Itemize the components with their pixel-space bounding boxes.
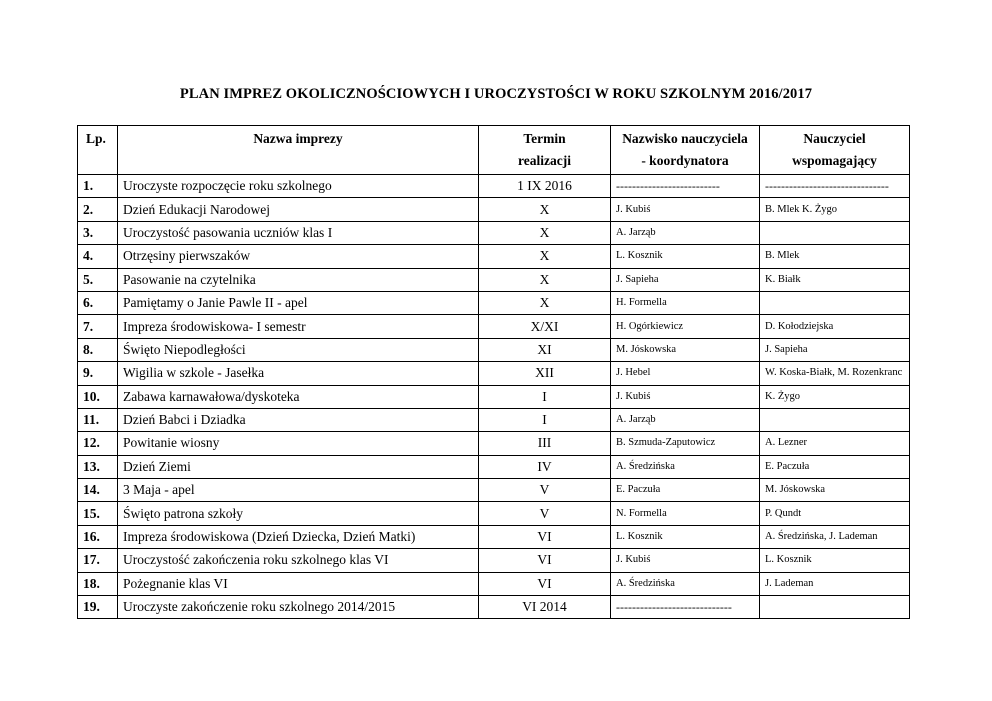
event-name: Powitanie wiosny xyxy=(118,432,479,455)
event-name: Wigilia w szkole - Jasełka xyxy=(118,362,479,385)
coordinator-name: J. Sapieha xyxy=(611,268,760,291)
event-name: Uroczyste zakończenie roku szkolnego 2014/2015 xyxy=(118,596,479,619)
table-row xyxy=(78,596,910,619)
header-coordinator-line1: Nazwisko nauczyciela xyxy=(622,131,748,146)
row-number: 19. xyxy=(78,596,118,619)
event-name: Święto patrona szkoły xyxy=(118,502,479,525)
event-term: X xyxy=(479,221,611,244)
header-term xyxy=(479,126,611,175)
event-term: X xyxy=(479,198,611,221)
event-term: X xyxy=(479,245,611,268)
row-number: 13. xyxy=(78,455,118,478)
coordinator-name: L. Kosznik xyxy=(611,525,760,548)
table-row xyxy=(78,291,910,314)
table-row xyxy=(78,268,910,291)
assistant-name: B. Mlek K. Żygo xyxy=(760,198,910,221)
assistant-name: W. Koska-Białk, M. Rozenkranc xyxy=(760,362,910,385)
event-name: Impreza środowiskowa- I semestr xyxy=(118,315,479,338)
event-name: Święto Niepodległości xyxy=(118,338,479,361)
header-lp: Lp. xyxy=(78,126,118,175)
table-row xyxy=(78,245,910,268)
coordinator-name: M. Jóskowska xyxy=(611,338,760,361)
table-row xyxy=(78,525,910,548)
table-row xyxy=(78,572,910,595)
assistant-name: E. Paczuła xyxy=(760,455,910,478)
header-term-line1: Termin xyxy=(523,131,566,146)
row-number: 6. xyxy=(78,291,118,314)
coordinator-name: B. Szmuda-Zaputowicz xyxy=(611,432,760,455)
row-number: 9. xyxy=(78,362,118,385)
assistant-name: B. Mlek xyxy=(760,245,910,268)
assistant-name: A. Średzińska, J. Lademan xyxy=(760,525,910,548)
assistant-name: J. Sapieha xyxy=(760,338,910,361)
row-number: 1. xyxy=(78,175,118,198)
header-assistant xyxy=(760,126,910,175)
event-term: I xyxy=(479,408,611,431)
table-row xyxy=(78,408,910,431)
row-number: 5. xyxy=(78,268,118,291)
row-number: 11. xyxy=(78,408,118,431)
assistant-name: P. Qundt xyxy=(760,502,910,525)
coordinator-name: H. Ogórkiewicz xyxy=(611,315,760,338)
table-row xyxy=(78,385,910,408)
table-row xyxy=(78,549,910,572)
header-coordinator xyxy=(611,126,760,175)
event-term: V xyxy=(479,502,611,525)
event-name: Impreza środowiskowa (Dzień Dziecka, Dzień Matki) xyxy=(118,525,479,548)
row-number: 14. xyxy=(78,479,118,502)
row-number: 12. xyxy=(78,432,118,455)
table-row xyxy=(78,338,910,361)
event-name: Otrzęsiny pierwszaków xyxy=(118,245,479,268)
table-row xyxy=(78,175,910,198)
event-term: VI xyxy=(479,525,611,548)
event-term: XII xyxy=(479,362,611,385)
coordinator-name: J. Hebel xyxy=(611,362,760,385)
event-term: X/XI xyxy=(479,315,611,338)
table-row xyxy=(78,432,910,455)
row-number: 17. xyxy=(78,549,118,572)
row-number: 18. xyxy=(78,572,118,595)
table-row xyxy=(78,315,910,338)
event-name: Pasowanie na czytelnika xyxy=(118,268,479,291)
event-name: Zabawa karnawałowa/dyskoteka xyxy=(118,385,479,408)
table-row xyxy=(78,221,910,244)
event-name: Uroczyste rozpoczęcie roku szkolnego xyxy=(118,175,479,198)
assistant-name: L. Kosznik xyxy=(760,549,910,572)
header-assistant-line2: wspomagający xyxy=(792,153,877,168)
assistant-name: ------------------------------- xyxy=(760,175,910,198)
assistant-name xyxy=(760,408,910,431)
assistant-name xyxy=(760,221,910,244)
assistant-name: D. Kołodziejska xyxy=(760,315,910,338)
coordinator-name: E. Paczuła xyxy=(611,479,760,502)
header-event-name: Nazwa imprezy xyxy=(118,126,479,175)
assistant-name: A. Lezner xyxy=(760,432,910,455)
event-name: Uroczystość pasowania uczniów klas I xyxy=(118,221,479,244)
event-name: 3 Maja - apel xyxy=(118,479,479,502)
row-number: 2. xyxy=(78,198,118,221)
event-name: Pożegnanie klas VI xyxy=(118,572,479,595)
assistant-name: K. Żygo xyxy=(760,385,910,408)
coordinator-name: H. Formella xyxy=(611,291,760,314)
event-term: VI 2014 xyxy=(479,596,611,619)
table-row xyxy=(78,198,910,221)
row-number: 7. xyxy=(78,315,118,338)
table-header-row xyxy=(78,126,910,175)
assistant-name xyxy=(760,596,910,619)
assistant-name: M. Jóskowska xyxy=(760,479,910,502)
coordinator-name: A. Średzińska xyxy=(611,455,760,478)
event-term: VI xyxy=(479,549,611,572)
row-number: 3. xyxy=(78,221,118,244)
table-row xyxy=(78,362,910,385)
event-term: III xyxy=(479,432,611,455)
row-number: 16. xyxy=(78,525,118,548)
event-term: X xyxy=(479,268,611,291)
event-term: V xyxy=(479,479,611,502)
event-name: Dzień Ziemi xyxy=(118,455,479,478)
row-number: 8. xyxy=(78,338,118,361)
row-number: 15. xyxy=(78,502,118,525)
event-term: I xyxy=(479,385,611,408)
coordinator-name: J. Kubiś xyxy=(611,549,760,572)
coordinator-name: J. Kubiś xyxy=(611,385,760,408)
coordinator-name: A. Jarząb xyxy=(611,408,760,431)
table-row xyxy=(78,502,910,525)
event-name: Uroczystość zakończenia roku szkolnego klas VI xyxy=(118,549,479,572)
assistant-name xyxy=(760,291,910,314)
row-number: 10. xyxy=(78,385,118,408)
header-coordinator-line2: - koordynatora xyxy=(641,153,729,168)
event-term: VI xyxy=(479,572,611,595)
coordinator-name: A. Średzińska xyxy=(611,572,760,595)
coordinator-name: N. Formella xyxy=(611,502,760,525)
document-title: PLAN IMPREZ OKOLICZNOŚCIOWYCH I UROCZYSTOŚCI W ROKU SZKOLNYM 2016/2017 xyxy=(179,86,813,102)
coordinator-name: A. Jarząb xyxy=(611,221,760,244)
event-name: Dzień Edukacji Narodowej xyxy=(118,198,479,221)
assistant-name: J. Lademan xyxy=(760,572,910,595)
header-assistant-line1: Nauczyciel xyxy=(803,131,866,146)
event-term: IV xyxy=(479,455,611,478)
assistant-name: K. Białk xyxy=(760,268,910,291)
table-row xyxy=(78,479,910,502)
coordinator-name: L. Kosznik xyxy=(611,245,760,268)
event-name: Dzień Babci i Dziadka xyxy=(118,408,479,431)
row-number: 4. xyxy=(78,245,118,268)
events-table xyxy=(77,125,910,619)
event-term: 1 IX 2016 xyxy=(479,175,611,198)
coordinator-name: -------------------------- xyxy=(611,175,760,198)
header-term-line2: realizacji xyxy=(518,153,571,168)
event-term: XI xyxy=(479,338,611,361)
event-name: Pamiętamy o Janie Pawle II - apel xyxy=(118,291,479,314)
coordinator-name: ----------------------------- xyxy=(611,596,760,619)
event-term: X xyxy=(479,291,611,314)
coordinator-name: J. Kubiś xyxy=(611,198,760,221)
table-row xyxy=(78,455,910,478)
